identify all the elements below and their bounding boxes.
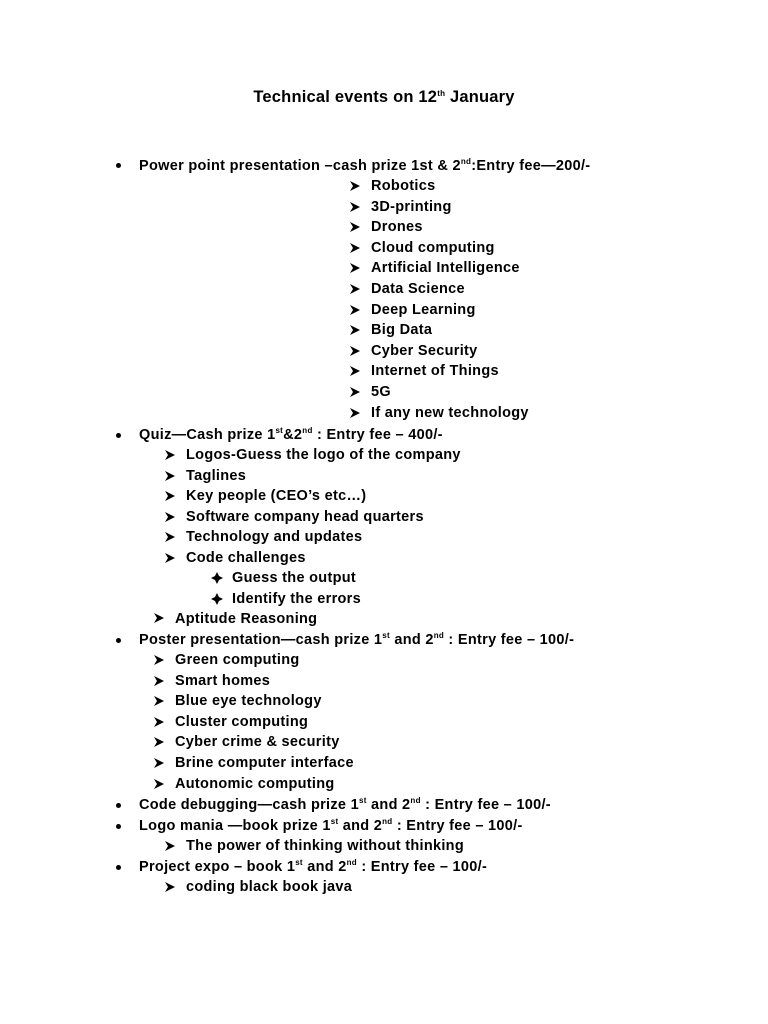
arrow-bullet-icon	[349, 365, 361, 377]
quiz-topic-item: Code challenges	[186, 550, 306, 566]
quiz-topic-item: Logos-Guess the logo of the company	[186, 447, 461, 463]
quiz-heading: Quiz—Cash prize 1st&2nd : Entry fee – 400/-	[139, 426, 443, 443]
arrow-bullet-icon	[349, 324, 361, 336]
poster-topic-item: Smart homes	[175, 672, 271, 689]
arrow-bullet-icon	[164, 840, 176, 852]
bullet-dot-icon	[116, 803, 121, 808]
diamond-bullet-icon	[211, 593, 223, 605]
bullet-dot-icon	[116, 824, 121, 829]
arrow-bullet-icon	[153, 612, 165, 624]
bullet-dot-icon	[116, 163, 121, 168]
poster-topic-item: Cluster computing	[175, 713, 309, 730]
arrow-bullet-icon	[164, 511, 176, 523]
bullet-dot-icon	[116, 865, 121, 870]
arrow-bullet-icon	[164, 881, 176, 893]
ppt-topic-item: If any new technology	[371, 404, 529, 421]
ppt-topic-item: Drones	[371, 219, 423, 236]
arrow-bullet-icon	[349, 262, 361, 274]
ppt-topic-item: Robotics	[371, 178, 436, 194]
poster-topic-item: Green computing	[175, 652, 300, 668]
arrow-bullet-icon	[349, 386, 361, 398]
poster-heading: Poster presentation—cash prize 1st and 2nd : Entry fee – 100/-	[139, 631, 575, 648]
arrow-bullet-icon	[349, 242, 361, 254]
page-title: Technical events on 12th January	[253, 88, 515, 106]
expo-item: coding black book java	[186, 879, 353, 895]
ppt-topic-item: Big Data	[371, 322, 433, 339]
arrow-bullet-icon	[153, 675, 165, 687]
arrow-bullet-icon	[164, 470, 176, 482]
arrow-bullet-icon	[164, 552, 176, 564]
arrow-bullet-icon	[349, 221, 361, 233]
arrow-bullet-icon	[349, 283, 361, 295]
ppt-topic-item: Cloud computing	[371, 239, 495, 256]
quiz-topic-item: Taglines	[186, 467, 247, 484]
quiz-topic-item: Technology and updates	[186, 529, 363, 546]
diamond-bullet-icon	[211, 572, 223, 584]
ppt-topic-item: Cyber Security	[371, 342, 478, 359]
quiz-sub-item: Identify the errors	[232, 590, 361, 607]
logo-item: The power of thinking without thinking	[186, 838, 464, 854]
arrow-bullet-icon	[164, 490, 176, 502]
arrow-bullet-icon	[349, 304, 361, 316]
quiz-topic-item: Software company head quarters	[186, 508, 424, 525]
arrow-bullet-icon	[164, 449, 176, 461]
arrow-bullet-icon	[153, 778, 165, 790]
poster-topic-item: Brine computer interface	[175, 755, 354, 771]
arrow-bullet-icon	[349, 180, 361, 192]
arrow-bullet-icon	[153, 757, 165, 769]
quiz-topic-item: Key people (CEO’s etc…)	[186, 488, 367, 505]
arrow-bullet-icon	[153, 736, 165, 748]
ppt-heading: Power point presentation –cash prize 1st & 2nd:Entry fee—200/-	[139, 157, 591, 174]
arrow-bullet-icon	[349, 345, 361, 357]
ppt-topic-item: Artificial Intelligence	[371, 260, 520, 277]
ppt-topic-item: 3D-printing	[371, 198, 452, 215]
arrow-bullet-icon	[153, 654, 165, 666]
quiz-sub-item: Guess the output	[232, 570, 357, 586]
poster-topic-item: Blue eye technology	[175, 693, 322, 710]
ppt-topic-item: Data Science	[371, 281, 465, 297]
arrow-bullet-icon	[164, 531, 176, 543]
arrow-bullet-icon	[153, 695, 165, 707]
arrow-bullet-icon	[349, 407, 361, 419]
arrow-bullet-icon	[349, 201, 361, 213]
arrow-bullet-icon	[153, 716, 165, 728]
bullet-dot-icon	[116, 638, 121, 643]
debug-heading: Code debugging—cash prize 1st and 2nd : Entry fee – 100/-	[139, 796, 551, 813]
ppt-topic-item: Deep Learning	[371, 301, 476, 318]
expo-heading: Project expo – book 1st and 2nd : Entry fee – 100/-	[139, 858, 488, 875]
ppt-topic-item: 5G	[371, 384, 391, 400]
bullet-dot-icon	[116, 433, 121, 438]
logo-heading: Logo mania —book prize 1st and 2nd : Entry fee – 100/-	[139, 817, 523, 834]
poster-topic-item: Cyber crime & security	[175, 734, 340, 751]
ppt-topic-item: Internet of Things	[371, 363, 499, 380]
quiz-extra-item: Aptitude Reasoning	[175, 611, 318, 627]
poster-topic-item: Autonomic computing	[175, 775, 335, 792]
